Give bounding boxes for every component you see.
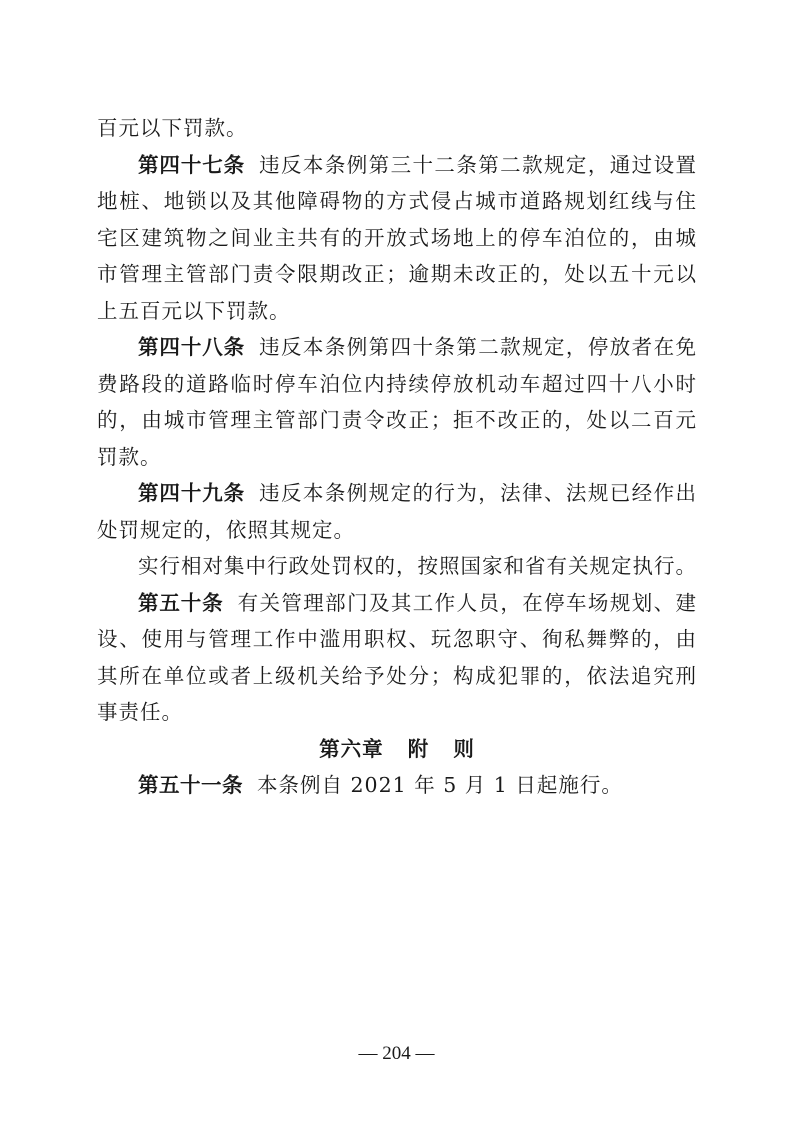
paragraph-continuation (97, 110, 697, 147)
article-49 (97, 475, 697, 548)
article-heading: 第四十七条 (138, 152, 246, 177)
article-48 (97, 329, 697, 475)
article-text: 违反本条例规定的行为，法律、法规已经作出处罚规定的，依照其规定。 (97, 481, 698, 542)
chapter-heading: 第六章 附 则 (319, 736, 475, 761)
article-50 (97, 585, 697, 731)
article-51 (97, 767, 697, 804)
page-number: — 204 — (358, 1043, 435, 1064)
article-heading: 第五十条 (138, 590, 224, 615)
article-49-paragraph-2 (97, 548, 697, 585)
article-text: 实行相对集中行政处罚权的，按照国家和省有关规定执行。 (138, 554, 697, 578)
article-heading: 第五十一条 (138, 773, 243, 797)
article-text: 违反本条例第四十条第二款规定，停放者在免费路段的道路临时停车泊位内持续停放机动车超过四十八小时的，由城市管理主管部门责令改正；拒不改正的，处以二百元罚款。 (97, 335, 698, 469)
article-text: 有关管理部门及其工作人员，在停车场规划、建设、使用与管理工作中滥用职权、玩忽职守、徇私舞弊的，由其所在单位或者上级机关给予处分；构成犯罪的，依法追究刑事责任。 (97, 590, 698, 724)
document-body (97, 110, 697, 804)
paragraph-text: 百元以下罚款。 (97, 116, 248, 140)
article-text: 本条例自 2021 年 5 月 1 日起施行。 (257, 773, 623, 797)
article-text: 违反本条例第三十二条第二款规定，通过设置地桩、地锁以及其他障碍物的方式侵占城市道路规划红线与住宅区建筑物之间业主共有的开放式场地上的停车泊位的，由城市管理主管部门责令限期改正；逾期未改正的，处以五十元以上五百元以下罚款。 (97, 152, 698, 323)
article-heading: 第四十九条 (138, 481, 246, 505)
article-47 (97, 147, 697, 330)
article-heading: 第四十八条 (138, 335, 246, 359)
